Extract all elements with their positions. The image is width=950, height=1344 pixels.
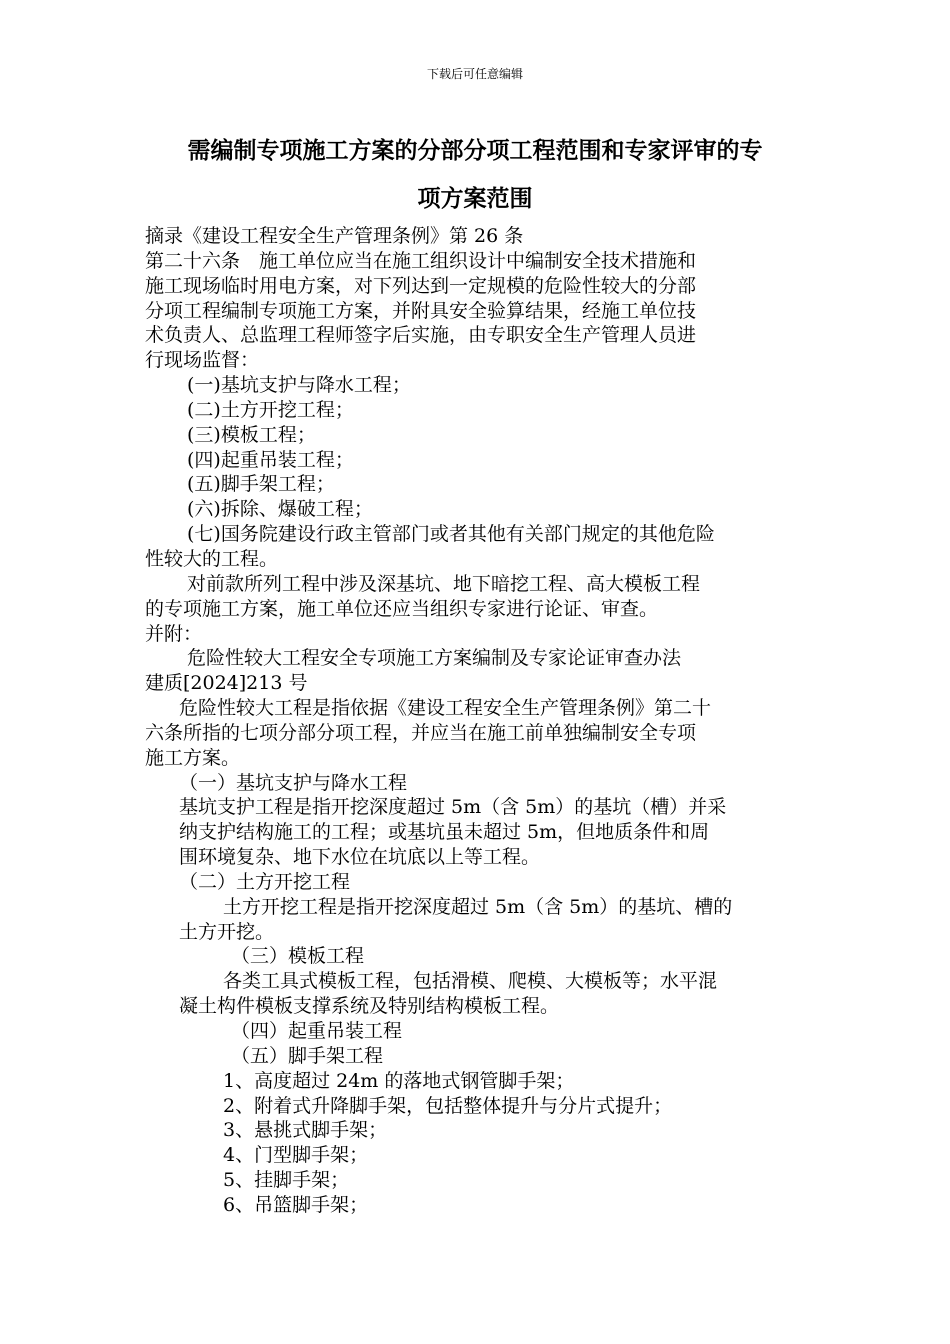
article-list-item: (五)脚手架工程；: [187, 473, 335, 496]
article-list-item-continued: 性较大的工程。: [145, 547, 279, 570]
section-text: 土方开挖工程是指开挖深度超过 5m（含 5m）的基坑、槽的: [223, 895, 733, 918]
section-text: 纳支护结构施工的工程；或基坑虽未超过 5m，但地质条件和周: [179, 821, 710, 844]
paragraph-line: 六条所指的七项分部分项工程，并应当在施工前单独编制安全专项: [145, 721, 697, 744]
section-text: 基坑支护工程是指开挖深度超过 5m（含 5m）的基坑（槽）并采: [179, 796, 727, 819]
excerpt-source-line: 摘录《建设工程安全生产管理条例》第 26 条: [145, 225, 524, 247]
paragraph-line: 的专项施工方案，施工单位还应当组织专家进行论证、审查。: [145, 597, 659, 620]
article-26-line: 术负责人、总监理工程师签字后实施，由专职安全生产管理人员进: [145, 324, 697, 347]
paragraph-line: 施工方案。: [145, 746, 241, 769]
article-26-line: 施工现场临时用电方案，对下列达到一定规模的危险性较大的分部: [145, 274, 697, 297]
appendix-title: 危险性较大工程安全专项施工方案编制及专家论证审查办法: [187, 647, 682, 670]
scaffold-list-item: 2、附着式升降脚手架，包括整体提升与分片式提升；: [223, 1094, 673, 1117]
section-text: 围环境复杂、地下水位在坑底以上等工程。: [179, 846, 541, 869]
article-26-line: 分项工程编制专项施工方案，并附具安全验算结果，经施工单位技: [145, 299, 697, 322]
page-header-note: 下载后可任意编辑: [426, 67, 523, 81]
article-list-item: (七)国务院建设行政主管部门或者其他有关部门规定的其他危险: [187, 523, 715, 546]
article-list-item: (四)起重吊装工程；: [187, 448, 354, 471]
scaffold-list-item: 5、挂脚手架；: [223, 1169, 350, 1192]
document-number: 建质[2024]213 号: [145, 672, 308, 695]
section-text: 凝土构件模板支撑系统及特别结构模板工程。: [179, 995, 560, 1018]
article-list-item: (六)拆除、爆破工程；: [187, 498, 373, 521]
article-26-line: 行现场监督：: [145, 349, 260, 372]
paragraph-line: 对前款所列工程中涉及深基坑、地下暗挖工程、高大模板工程: [187, 572, 701, 595]
scaffold-list-item: 3、悬挑式脚手架；: [223, 1119, 388, 1142]
section-text: 土方开挖。: [179, 920, 275, 943]
scaffold-list-item: 4、门型脚手架；: [223, 1144, 369, 1167]
article-26-line: 第二十六条 施工单位应当在施工组织设计中编制安全技术措施和: [145, 249, 697, 272]
document-title-line-1: 需编制专项施工方案的分部分项工程范围和专家评审的专: [187, 137, 763, 164]
article-list-item: (二)土方开挖工程；: [187, 398, 354, 421]
section-heading: （三）模板工程: [231, 945, 365, 968]
section-heading: （二）土方开挖工程: [179, 870, 351, 893]
section-heading: （四）起重吊装工程: [231, 1020, 403, 1042]
article-list-item: (一)基坑支护与降水工程；: [187, 374, 411, 397]
section-heading: （一）基坑支护与降水工程: [179, 771, 408, 794]
paragraph-line: 危险性较大工程是指依据《建设工程安全生产管理条例》第二十: [179, 697, 712, 720]
article-list-item: (三)模板工程；: [187, 423, 316, 446]
scaffold-list-item: 6、吊篮脚手架；: [223, 1193, 369, 1216]
section-text: 各类工具式模板工程，包括滑模、爬模、大模板等；水平混: [223, 970, 718, 993]
appendix-label: 并附：: [145, 622, 203, 645]
section-heading: （五）脚手架工程: [231, 1044, 384, 1067]
scaffold-list-item: 1、高度超过 24m 的落地式钢管脚手架；: [223, 1069, 575, 1092]
document-title-line-2: 项方案范围: [417, 185, 533, 212]
document-body: [145, 224, 809, 1218]
